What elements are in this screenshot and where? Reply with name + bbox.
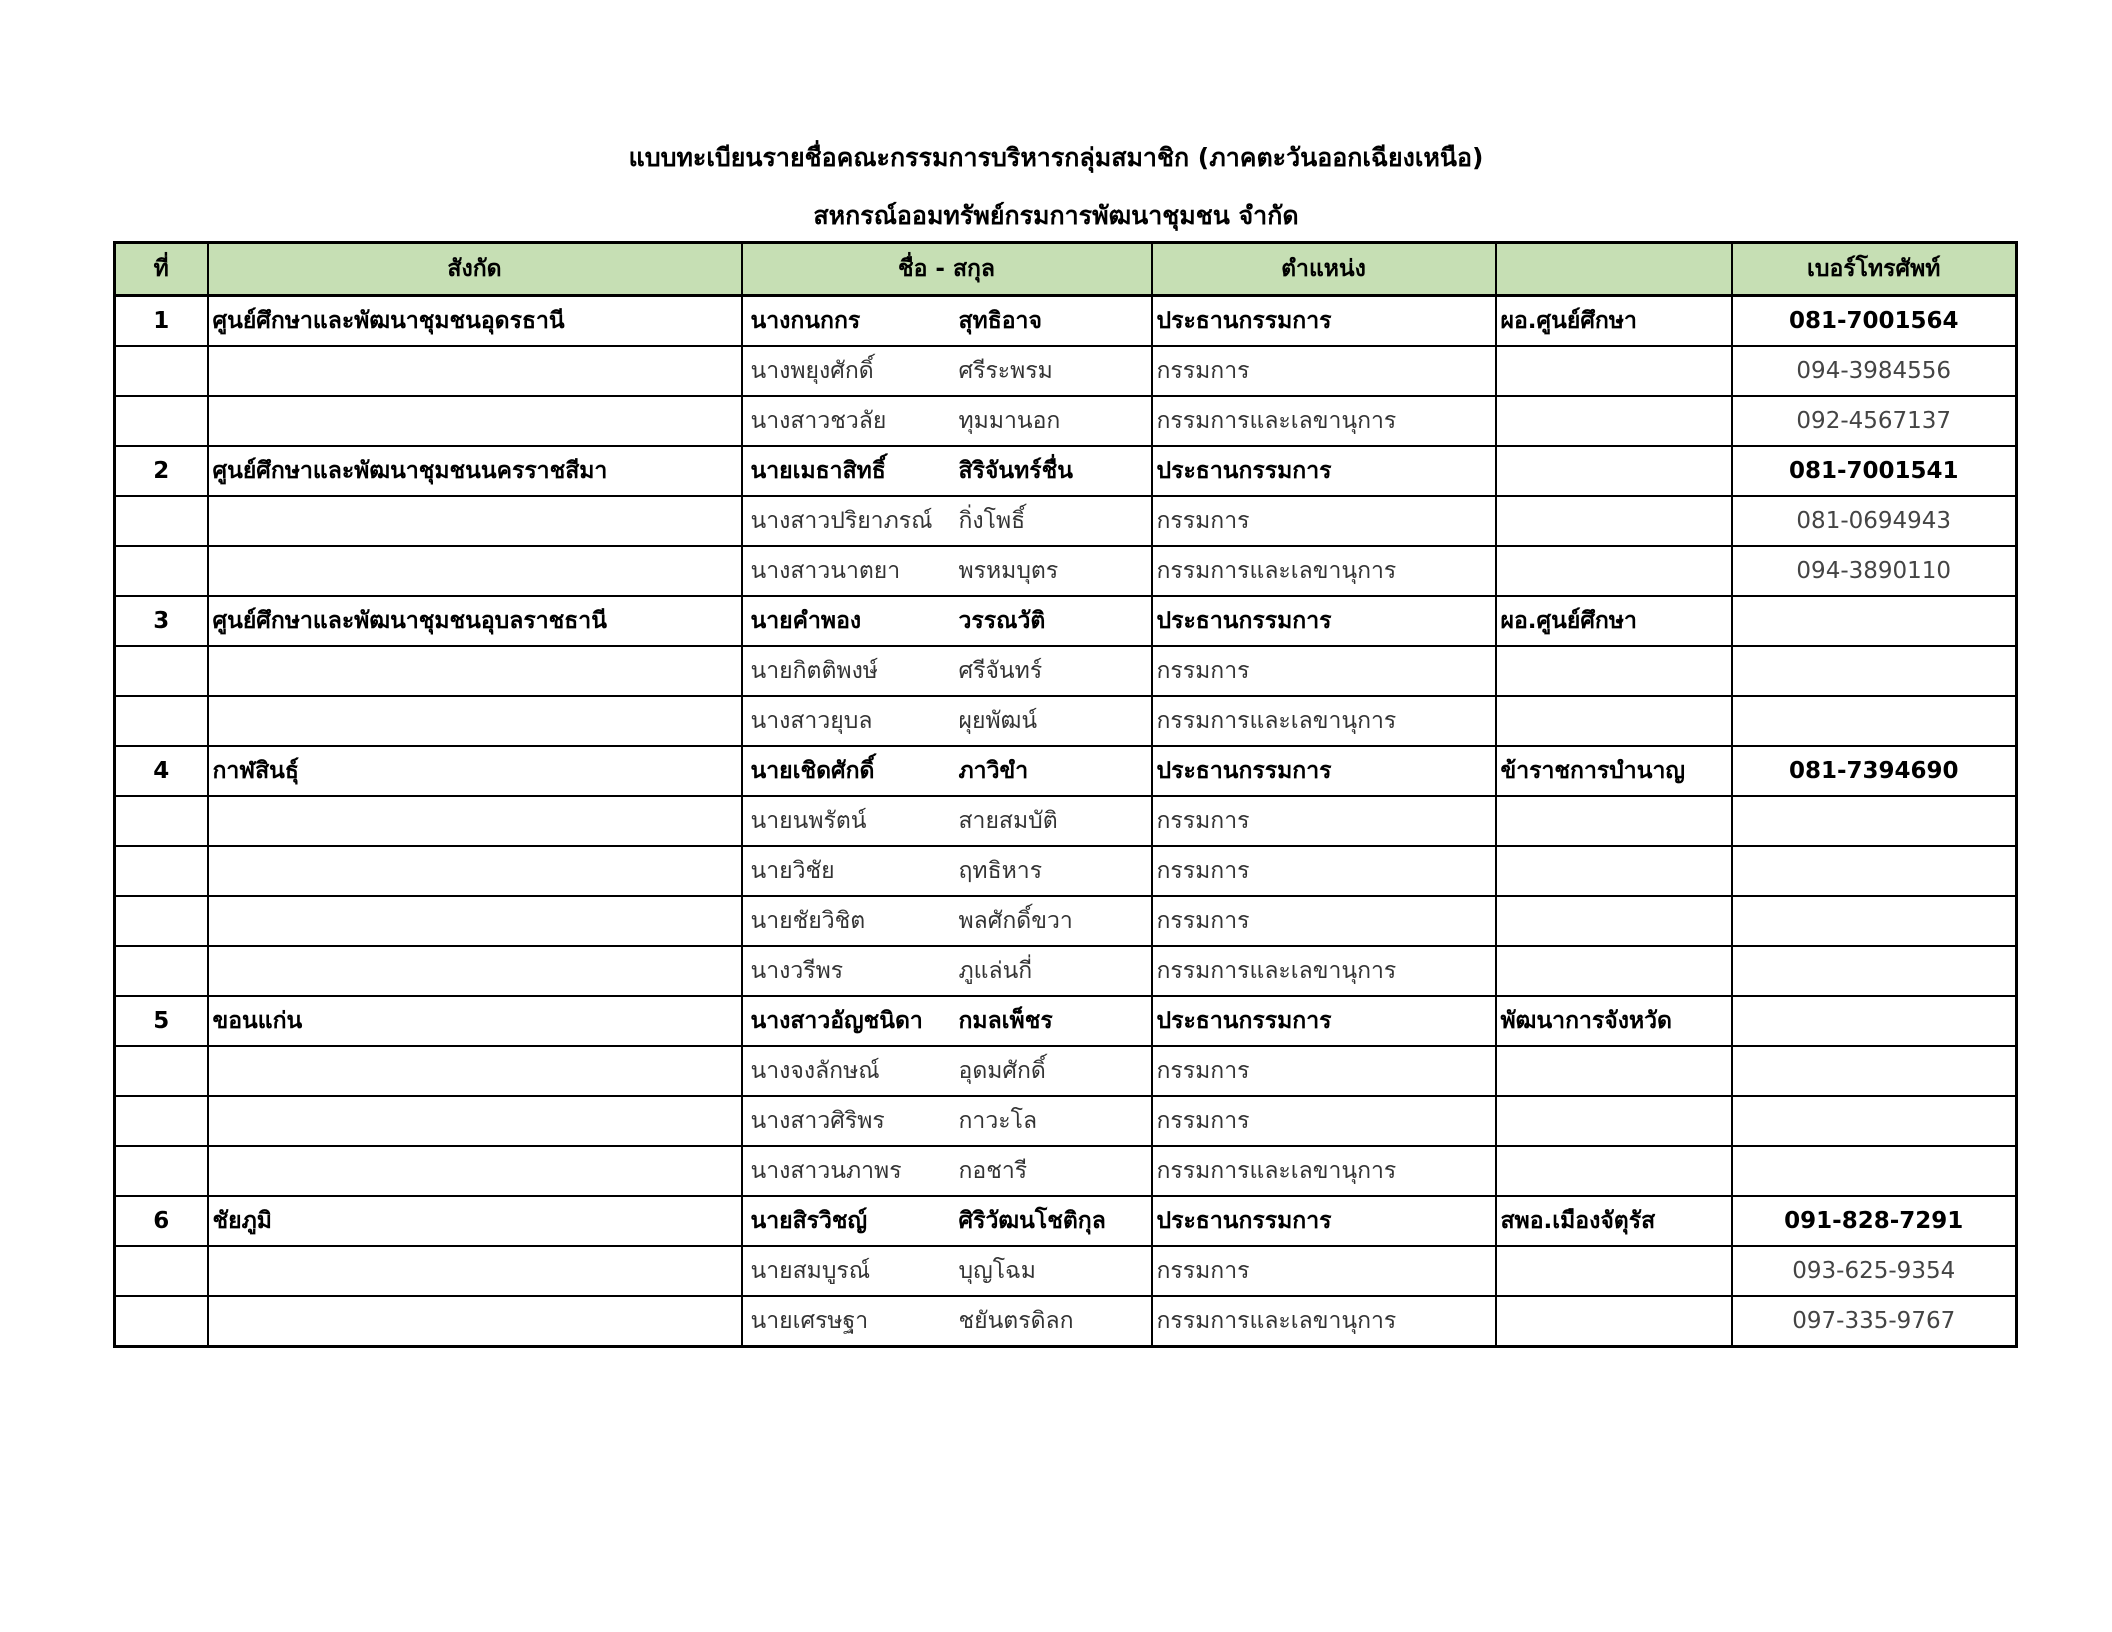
name-cell (742, 796, 1152, 846)
note-cell (1496, 896, 1732, 946)
affiliation-cell (208, 1296, 742, 1347)
first-name: นางสาวชวลัย (750, 408, 887, 434)
affiliation-cell (208, 796, 742, 846)
row-number (115, 1096, 208, 1146)
last-name: สุทธิอาจ (958, 308, 1042, 334)
first-name: นายคำพอง (750, 608, 862, 634)
column-header-no: ที่ (115, 243, 208, 296)
row-number (115, 1296, 208, 1347)
name-cell (742, 446, 1152, 496)
position-cell: ประธานกรรมการ (1152, 746, 1496, 796)
row-number (115, 1046, 208, 1096)
row-number: 1 (115, 296, 208, 347)
row-number (115, 896, 208, 946)
first-name: นางสาวยุบล (750, 708, 873, 734)
table-row (115, 696, 2017, 746)
last-name: ศรีจันทร์ (958, 658, 1043, 684)
position-cell: ประธานกรรมการ (1152, 996, 1496, 1046)
phone-cell: 094-3984556 (1732, 346, 2017, 396)
row-number: 5 (115, 996, 208, 1046)
name-cell (742, 946, 1152, 996)
note-cell (1496, 846, 1732, 896)
first-name: นางสาวศิริพร (750, 1108, 885, 1134)
committee-register-table (113, 241, 2018, 1348)
name-cell (742, 1146, 1152, 1196)
affiliation-cell (208, 1146, 742, 1196)
note-cell: ผอ.ศูนย์ศึกษา (1496, 596, 1732, 646)
table-row (115, 596, 2017, 646)
table-row (115, 946, 2017, 996)
note-cell (1496, 1246, 1732, 1296)
table-row (115, 346, 2017, 396)
position-cell: กรรมการและเลขานุการ (1152, 946, 1496, 996)
table-header-row (115, 243, 2017, 296)
row-number (115, 396, 208, 446)
affiliation-cell (208, 896, 742, 946)
row-number: 2 (115, 446, 208, 496)
note-cell (1496, 546, 1732, 596)
last-name: พลศักดิ์ขวา (958, 908, 1073, 934)
name-cell (742, 596, 1152, 646)
name-cell (742, 896, 1152, 946)
document-subtitle: สหกรณ์ออมทรัพย์กรมการพัฒนาชุมชน จำกัด (813, 201, 1299, 230)
note-cell: ข้าราชการบำนาญ (1496, 746, 1732, 796)
note-cell (1496, 696, 1732, 746)
row-number: 3 (115, 596, 208, 646)
last-name: สิริจันทร์ชื่น (958, 458, 1073, 484)
row-number (115, 946, 208, 996)
note-cell: สพอ.เมืองจัตุรัส (1496, 1196, 1732, 1246)
table-body (115, 296, 2017, 1347)
first-name: นางสาวนาตยา (750, 558, 901, 584)
table-row (115, 1196, 2017, 1246)
row-number (115, 646, 208, 696)
table-row (115, 1096, 2017, 1146)
affiliation-cell (208, 696, 742, 746)
note-cell (1496, 496, 1732, 546)
phone-cell (1732, 996, 2017, 1046)
affiliation-cell (208, 346, 742, 396)
position-cell: กรรมการและเลขานุการ (1152, 1296, 1496, 1347)
table-row (115, 1246, 2017, 1296)
last-name: อุดมศักดิ์ (958, 1058, 1046, 1084)
row-number: 6 (115, 1196, 208, 1246)
last-name: สายสมบัติ (958, 808, 1058, 834)
name-cell (742, 296, 1152, 347)
first-name: นายเมธาสิทธิ์ (750, 458, 886, 484)
position-cell: กรรมการ (1152, 796, 1496, 846)
affiliation-cell (208, 1046, 742, 1096)
last-name: ทุมมานอก (958, 408, 1061, 434)
name-cell (742, 546, 1152, 596)
phone-cell: 081-7394690 (1732, 746, 2017, 796)
position-cell: กรรมการ (1152, 646, 1496, 696)
note-cell: พัฒนาการจังหวัด (1496, 996, 1732, 1046)
phone-cell: 094-3890110 (1732, 546, 2017, 596)
table-row (115, 1046, 2017, 1096)
table-row (115, 746, 2017, 796)
phone-cell (1732, 646, 2017, 696)
phone-cell (1732, 696, 2017, 746)
table-row (115, 846, 2017, 896)
first-name: นางวรีพร (750, 958, 844, 984)
position-cell: ประธานกรรมการ (1152, 1196, 1496, 1246)
row-number: 4 (115, 746, 208, 796)
position-cell: กรรมการ (1152, 1046, 1496, 1096)
name-cell (742, 396, 1152, 446)
affiliation-cell: ชัยภูมิ (208, 1196, 742, 1246)
first-name: นายกิตติพงษ์ (750, 658, 878, 684)
phone-cell (1732, 1146, 2017, 1196)
first-name: นางสาวนภาพร (750, 1158, 902, 1184)
note-cell (1496, 646, 1732, 696)
note-cell (1496, 1046, 1732, 1096)
row-number (115, 1246, 208, 1296)
name-cell (742, 1246, 1152, 1296)
table-row (115, 996, 2017, 1046)
row-number (115, 696, 208, 746)
position-cell: ประธานกรรมการ (1152, 596, 1496, 646)
name-cell (742, 496, 1152, 546)
affiliation-cell (208, 946, 742, 996)
table-row (115, 496, 2017, 546)
last-name: ภาวิขำ (958, 758, 1029, 784)
last-name: ศิริวัฒนโชติกุล (958, 1208, 1106, 1234)
table-row (115, 396, 2017, 446)
last-name: กมลเพ็ชร (958, 1008, 1053, 1034)
phone-cell: 081-7001541 (1732, 446, 2017, 496)
last-name: ผุยพัฒน์ (958, 708, 1038, 734)
column-header-name: ชื่อ - สกุล (742, 243, 1152, 296)
position-cell: ประธานกรรมการ (1152, 446, 1496, 496)
phone-cell: 081-7001564 (1732, 296, 2017, 347)
note-cell (1496, 1096, 1732, 1146)
affiliation-cell (208, 846, 742, 896)
phone-cell (1732, 946, 2017, 996)
first-name: นางสาวปริยาภรณ์ (750, 508, 933, 534)
position-cell: กรรมการ (1152, 896, 1496, 946)
table-row (115, 1146, 2017, 1196)
note-cell (1496, 396, 1732, 446)
affiliation-cell (208, 1096, 742, 1146)
first-name: นายชัยวิชิต (750, 908, 866, 934)
document-title: แบบทะเบียนรายชื่อคณะกรรมการบริหารกลุ่มสมาชิก (ภาคตะวันออกเฉียงเหนือ) (628, 143, 1484, 172)
column-header-affiliation: สังกัด (208, 243, 742, 296)
affiliation-cell: ศูนย์ศึกษาและพัฒนาชุมชนอุดรธานี (208, 296, 742, 347)
position-cell: กรรมการและเลขานุการ (1152, 396, 1496, 446)
position-cell: ประธานกรรมการ (1152, 296, 1496, 347)
phone-cell: 081-0694943 (1732, 496, 2017, 546)
first-name: นายเชิดศักดิ์ (750, 758, 875, 784)
affiliation-cell: กาฬสินธุ์ (208, 746, 742, 796)
name-cell (742, 1096, 1152, 1146)
column-header-note (1496, 243, 1732, 296)
last-name: พรหมบุตร (958, 558, 1059, 584)
phone-cell (1732, 596, 2017, 646)
name-cell (742, 746, 1152, 796)
row-number (115, 346, 208, 396)
phone-cell (1732, 1046, 2017, 1096)
phone-cell (1732, 846, 2017, 896)
position-cell: กรรมการ (1152, 496, 1496, 546)
note-cell (1496, 346, 1732, 396)
row-number (115, 1146, 208, 1196)
phone-cell (1732, 896, 2017, 946)
table-row (115, 796, 2017, 846)
position-cell: กรรมการ (1152, 1096, 1496, 1146)
table-row (115, 546, 2017, 596)
table-row (115, 646, 2017, 696)
name-cell (742, 646, 1152, 696)
affiliation-cell (208, 396, 742, 446)
note-cell (1496, 796, 1732, 846)
name-cell (742, 996, 1152, 1046)
affiliation-cell: ศูนย์ศึกษาและพัฒนาชุมชนนครราชสีมา (208, 446, 742, 496)
first-name: นายวิชัย (750, 858, 835, 884)
phone-cell (1732, 1096, 2017, 1146)
last-name: บุญโฉม (958, 1258, 1036, 1284)
affiliation-cell: ขอนแก่น (208, 996, 742, 1046)
table-row (115, 896, 2017, 946)
phone-cell (1732, 796, 2017, 846)
last-name: กิ่งโพธิ์ (958, 508, 1026, 534)
position-cell: กรรมการ (1152, 846, 1496, 896)
row-number (115, 846, 208, 896)
position-cell: กรรมการและเลขานุการ (1152, 546, 1496, 596)
first-name: นางสาวอัญชนิดา (750, 1008, 923, 1034)
column-header-phone: เบอร์โทรศัพท์ (1732, 243, 2017, 296)
name-cell (742, 1046, 1152, 1096)
affiliation-cell (208, 646, 742, 696)
last-name: กอชารี (958, 1158, 1028, 1184)
name-cell (742, 1196, 1152, 1246)
position-cell: กรรมการ (1152, 346, 1496, 396)
first-name: นายนพรัตน์ (750, 808, 867, 834)
position-cell: กรรมการ (1152, 1246, 1496, 1296)
phone-cell: 092-4567137 (1732, 396, 2017, 446)
name-cell (742, 346, 1152, 396)
affiliation-cell (208, 546, 742, 596)
note-cell (1496, 1146, 1732, 1196)
name-cell (742, 846, 1152, 896)
position-cell: กรรมการและเลขานุการ (1152, 1146, 1496, 1196)
name-cell (742, 696, 1152, 746)
row-number (115, 546, 208, 596)
affiliation-cell (208, 1246, 742, 1296)
note-cell (1496, 946, 1732, 996)
last-name: ศรีระพรม (958, 358, 1053, 384)
last-name: กาวะโล (958, 1108, 1038, 1134)
first-name: นายสมบูรณ์ (750, 1258, 871, 1284)
phone-cell: 091-828-7291 (1732, 1196, 2017, 1246)
affiliation-cell: ศูนย์ศึกษาและพัฒนาชุมชนอุบลราชธานี (208, 596, 742, 646)
note-cell: ผอ.ศูนย์ศึกษา (1496, 296, 1732, 347)
table-row (115, 1296, 2017, 1347)
table-row (115, 446, 2017, 496)
name-cell (742, 1296, 1152, 1347)
note-cell (1496, 1296, 1732, 1347)
table-row (115, 296, 2017, 347)
position-cell: กรรมการและเลขานุการ (1152, 696, 1496, 746)
note-cell (1496, 446, 1732, 496)
last-name: ภูแล่นกี่ (958, 958, 1033, 984)
phone-cell: 093-625-9354 (1732, 1246, 2017, 1296)
last-name: ชยันตรดิลก (958, 1308, 1074, 1334)
phone-cell: 097-335-9767 (1732, 1296, 2017, 1347)
affiliation-cell (208, 496, 742, 546)
row-number (115, 796, 208, 846)
first-name: นางพยุงศักดิ์ (750, 358, 874, 384)
column-header-position: ตำแหน่ง (1152, 243, 1496, 296)
first-name: นายเศรษฐา (750, 1308, 869, 1334)
row-number (115, 496, 208, 546)
first-name: นายสิรวิชญ์ (750, 1208, 868, 1234)
last-name: วรรณวัติ (958, 608, 1046, 634)
last-name: ฤทธิหาร (958, 858, 1043, 884)
first-name: นางกนกกร (750, 308, 861, 334)
first-name: นางจงลักษณ์ (750, 1058, 880, 1084)
